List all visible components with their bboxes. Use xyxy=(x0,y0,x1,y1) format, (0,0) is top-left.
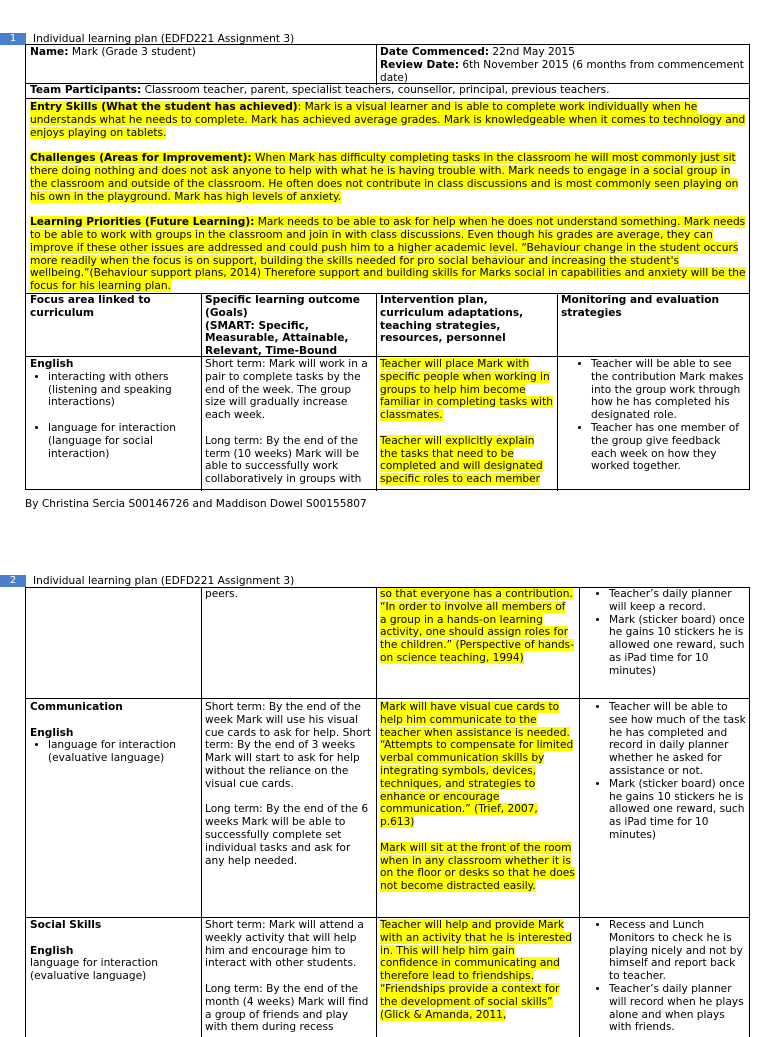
cont-monitoring-cell xyxy=(579,588,751,678)
english-intervention-1: Teacher will place Mark with specific people when working in groups to help him become familiar in completing tasks with classmates. xyxy=(380,358,553,422)
english-monitoring-item: • Teacher has one member of the group give feedback each week on how they worked together. xyxy=(591,422,747,473)
entry-skills-label: Entry Skills (What the student has achieved) xyxy=(30,101,298,113)
communication-outcome-cell xyxy=(201,701,376,867)
page-header: Individual learning plan (EDFD221 Assignment 3) xyxy=(33,33,295,45)
social-short-term: Short term: Mark will attend a weekly activity that will help him and encourage him to interact with other students. xyxy=(205,919,364,970)
english-monitoring-item: • Teacher will be able to see the contribution Mark makes into the group work through how he has completed his designated role. xyxy=(591,358,747,422)
english-short-term: Short term: Mark will work in a pair to complete tasks by the end of the week. The group size will gradually increase each week. xyxy=(205,358,368,422)
review-date-label: Review Date: xyxy=(380,58,459,71)
priorities-label: Learning Priorities (Future Learning): xyxy=(30,216,255,229)
social-monitoring-item: • Teacher’s daily planner will record when he plays alone and when plays with friends. xyxy=(609,983,747,1034)
challenges-label: Challenges (Areas for Improvement): xyxy=(30,152,252,165)
communication-monitoring-cell xyxy=(579,701,751,842)
col-header-outcome: Specific learning outcome (Goals) (SMART: Specific, Measurable, Attainable, Relevant, Time-Bound xyxy=(205,294,360,358)
communication-intervention-1: Mark will have visual cue cards to help him communicate to the teacher when assistance is needed. “Attempts to compensate for limited verbal communication skills by integrating symbols, devices, techniques, and strategies to enhance or encourage communication.” (Trief, 2007, p.613) xyxy=(380,701,574,829)
cont-monitoring-item: • Teacher’s daily planner will keep a record. xyxy=(609,588,747,614)
learning-plan-table-page2 xyxy=(25,587,750,1037)
social-long-term: Long term: By the end of the month (4 weeks) Mark will find a group of friends and play with them during recess xyxy=(205,982,369,1034)
social-focus-text: language for interaction (evaluative language) xyxy=(30,957,158,983)
team-participants xyxy=(26,84,751,97)
name-value: Mark (Grade 3 student) xyxy=(68,46,196,58)
page-header: Individual learning plan (EDFD221 Assignment 3) xyxy=(33,575,295,587)
social-title: Social Skills xyxy=(30,919,102,931)
communication-long-term: Long term: By the end of the 6 weeks Mark will be able to successfully complete set individual tasks and ask for any help needed. xyxy=(205,803,369,867)
learning-plan-table-page1 xyxy=(25,44,750,490)
english-intervention-2: Teacher will explicitly explain the tasks that need to be completed and will designated specific roles to each member xyxy=(380,434,543,486)
social-monitoring-item: • Recess and Lunch Monitors to check he is playing nicely and not by himself and report back to teacher. xyxy=(609,919,747,983)
english-focus-item: • interacting with others (listening and speaking interactions) xyxy=(48,371,197,409)
communication-intervention-cell xyxy=(376,701,579,893)
english-long-term: Long term: By the end of the term (10 weeks) Mark will be able to successfully work collaboratively in groups with xyxy=(205,434,362,486)
social-focus-cell xyxy=(26,919,201,983)
name-label: Name: xyxy=(30,46,69,58)
communication-intervention-2: Mark will sit at the front of the room when in any classroom whether it is on the floor or desks so that he does not become distracted easily. xyxy=(380,841,575,893)
page-number-badge: 2 xyxy=(0,575,26,587)
challenges-text: When Mark has difficulty completing tasks in the classroom he will most commonly just sit there doing nothing and does not ask anyone to help with what he is having trouble with. Mark needs to engage in a social group in the classroom and outside of the classroom. He often does not contribute in class discussions and is most commonly seen playing on his own in the playground. Mark has high levels of anxiety. xyxy=(30,152,739,203)
english-outcome-cell xyxy=(201,358,376,486)
team-value: Classroom teacher, parent, specialist teachers, counsellor, principal, previous teachers. xyxy=(141,84,610,96)
communication-monitoring-item: • Teacher will be able to see how much of the task he has completed and record in daily planner whether he asked for assistance or not. xyxy=(609,701,747,778)
date-commenced-value: 22nd May 2015 xyxy=(489,46,575,58)
communication-short-term: Short term: By the end of the week Mark will use his visual cue cards to ask for help. Short term: By the end of 3 weeks Mark will start to ask for help without the reliance on the visual cue cards. xyxy=(205,701,372,790)
social-subject: English xyxy=(30,944,74,957)
cont-outcome-cell: peers. xyxy=(205,588,239,600)
priorities-text: Mark needs to be able to ask for help when he does not understand something. Mark needs to be able to work with groups in the classroom and join in with class discussions. Even though his grades are average, they can improve if these other issues are addressed and could push him to a higher academic level. “Behaviour change in the student occurs more readily when the focus is on support, building the skills needed for pro social behaviour and increasing the student's wellbeing.”(Behaviour support plans, 2014) Therefore support and building skills for Marks social in capabilities and anxiety will be the focus for his learning plan. xyxy=(30,216,746,293)
date-commenced-label: Date Commenced: xyxy=(380,46,490,58)
review-date-value: 6th November 2015 (6 months from commencement date) xyxy=(380,58,744,84)
authors-footer: By Christina Sercia S00146726 and Maddison Dowel S00155807 xyxy=(25,498,367,510)
english-focus-item: • language for interaction (language for social interaction) xyxy=(48,422,197,460)
social-monitoring-cell xyxy=(579,919,751,1034)
social-intervention-text: Teacher will help and provide Mark with an activity that he is interested in. This will help him gain confidence in communicating and therefore lead to friendships. “Friendships provide a context for the development of social skills” (Glick & Amanda, 2011, xyxy=(380,919,573,1021)
student-summary xyxy=(26,101,751,293)
col-header-intervention: Intervention plan, curriculum adaptations, teaching strategies, resources, personnel xyxy=(380,294,524,345)
dates-cell xyxy=(376,46,751,84)
communication-focus-cell xyxy=(26,701,201,765)
cont-intervention-text: so that everyone has a contribution. “In order to involve all members of a group in a hands-on learning activity, one should assign roles for the children.” (Perspective of hands-on science teaching, 1994) xyxy=(380,588,574,664)
col-header-focus: Focus area linked to curriculum xyxy=(30,294,151,319)
english-focus-cell xyxy=(26,358,201,460)
entry-skills-text: : Mark is a visual learner and is able to complete work individually when he understands what he needs to complete. Mark has achieved average grades. Mark is knowledgeable when it comes to technology and enjoys playing on tablets. xyxy=(30,101,746,139)
communication-focus-item: • language for interaction (evaluative language) xyxy=(48,739,197,765)
cont-monitoring-item: • Mark (sticker board) once he gains 10 stickers he is allowed one reward, such as iPad time for 10 minutes) xyxy=(609,614,747,678)
page-number-badge: 1 xyxy=(0,33,26,45)
cont-intervention-cell xyxy=(376,588,579,665)
social-intervention-cell xyxy=(376,919,579,1021)
english-monitoring-cell xyxy=(557,358,751,473)
team-label: Team Participants: xyxy=(30,84,142,96)
name-cell xyxy=(26,46,376,59)
social-outcome-cell xyxy=(201,919,376,1034)
english-focus-title: English xyxy=(30,358,74,370)
english-intervention-cell xyxy=(376,358,557,486)
col-header-monitoring: Monitoring and evaluation strategies xyxy=(561,294,720,319)
communication-title: Communication xyxy=(30,701,123,713)
communication-subject: English xyxy=(30,726,74,739)
communication-monitoring-item: • Mark (sticker board) once he gains 10 stickers he is allowed one reward, such as iPad time for 10 minutes) xyxy=(609,778,747,842)
